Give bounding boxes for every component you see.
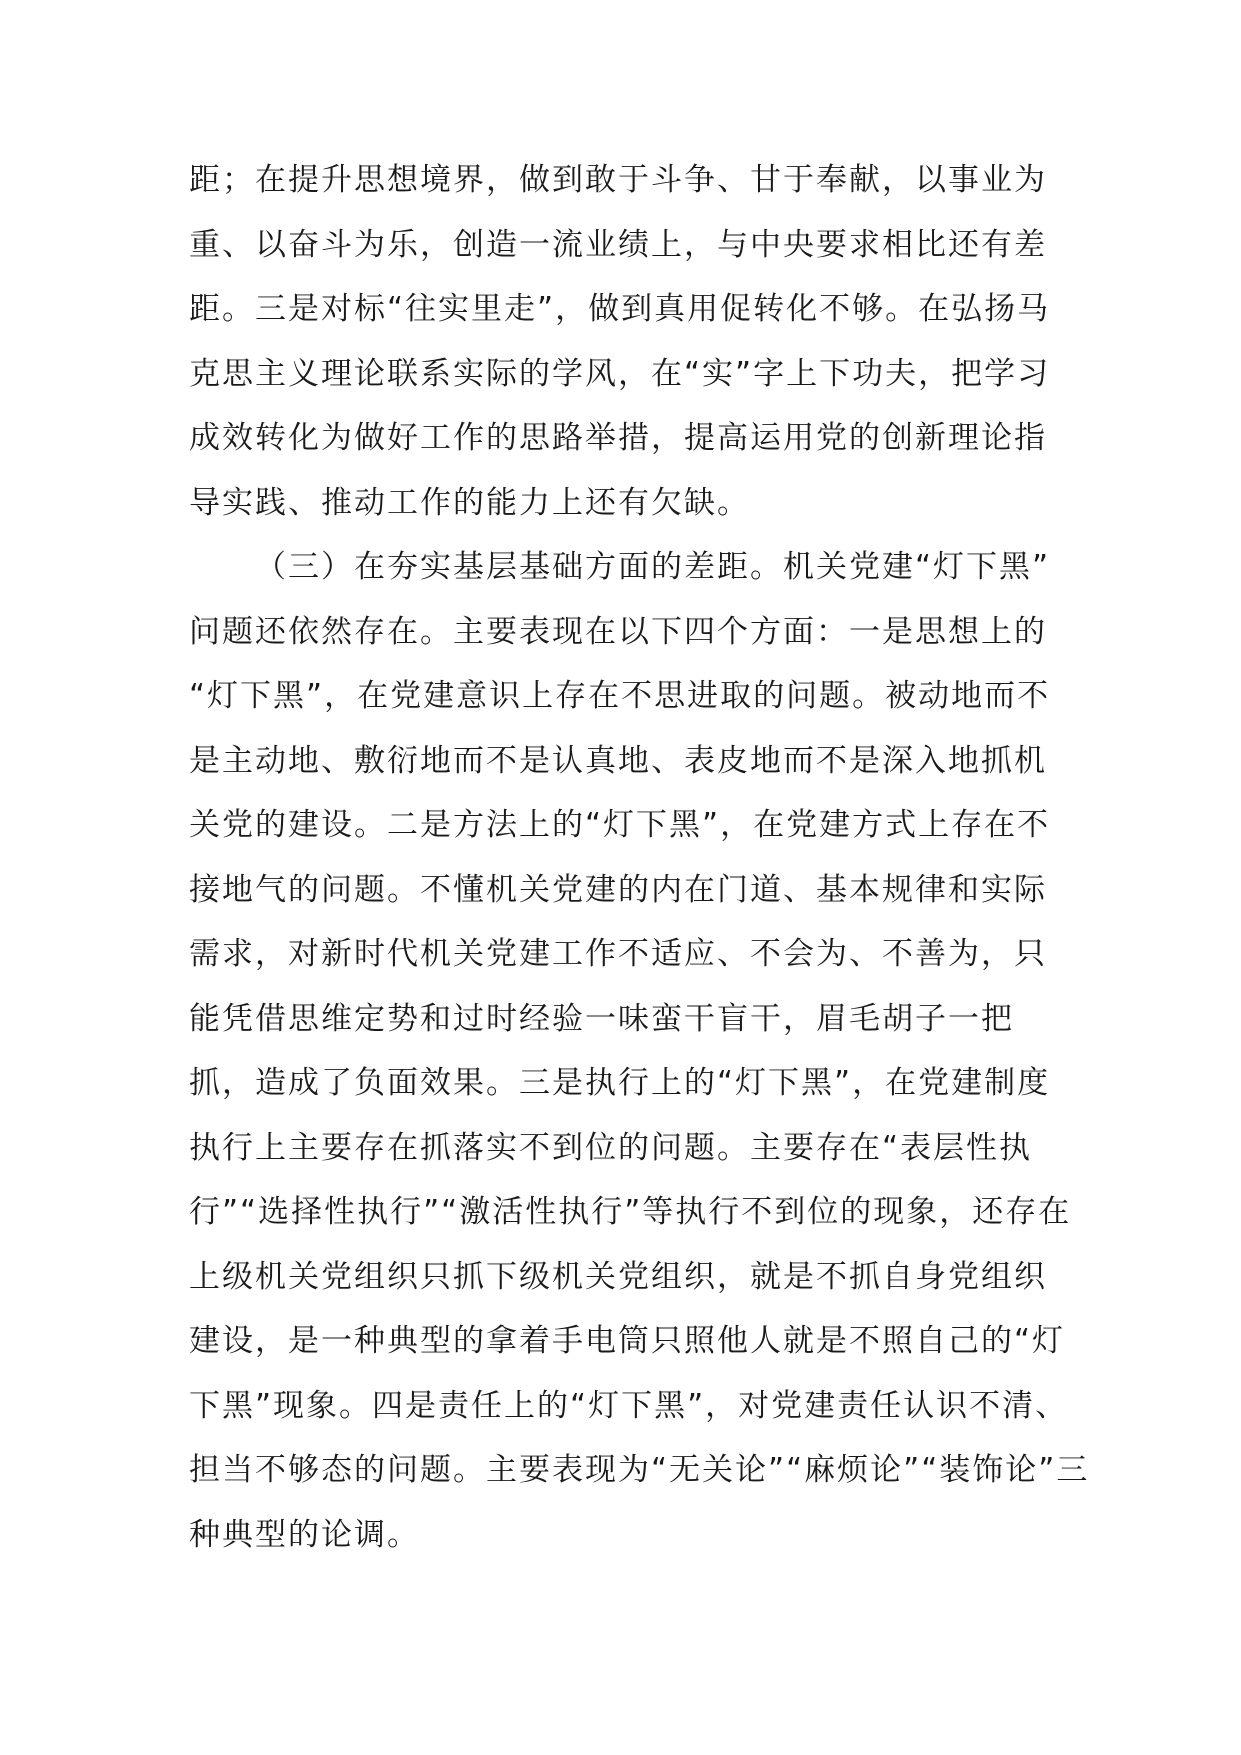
text-line: 下黑”现象。四是责任上的“灯下黑”，对党建责任认识不清、 (189, 1387, 1069, 1424)
text-line: 成效转化为做好工作的思路举措，提高运用党的创新理论指 (189, 420, 1047, 456)
text-line: 能凭借思维定势和过时经验一味蛮干盲干，眉毛胡子一把 (189, 1000, 1014, 1037)
text-line: 建设，是一种典型的拿着手电筒只照他人就是不照自己的“灯 (189, 1323, 1066, 1359)
text-line: 种典型的论调。 (189, 1516, 420, 1553)
text-line: 距。三是对标“往实里走”，做到真用促转化不够。在弘扬马 (189, 291, 1051, 327)
text-line: 是主动地、敷衍地而不是认真地、表皮地而不是深入地抓机 (189, 742, 1047, 779)
body-text (189, 148, 1090, 1567)
text-line: 关党的建设。二是方法上的“灯下黑”，在党建方式上存在不 (189, 807, 1051, 843)
text-line: 重、以奋斗为乐，创造一流业绩上，与中央要求相比还有差 (189, 226, 1047, 263)
text-line: 导实践、推动工作的能力上还有欠缺。 (189, 484, 750, 521)
text-line: 行”“选择性执行”“激活性执行”等执行不到位的现象，还存在 (189, 1194, 1072, 1230)
text-line: 问题还依然存在。主要表现在以下四个方面：一是思想上的 (189, 613, 1047, 650)
text-line: 担当不够态的问题。主要表现为“无关论”“麻烦论”“装饰论”三 (189, 1452, 1090, 1488)
text-line: 抓，造成了负面效果。三是执行上的“灯下黑”，在党建制度 (189, 1065, 1051, 1101)
text-line: 接地气的问题。不懂机关党建的内在门道、基本规律和实际 (189, 871, 1047, 908)
text-line: 克思主义理论联系实际的学风，在“实”字上下功夫，把学习 (189, 355, 1051, 392)
text-line: “灯下黑”，在党建意识上存在不思进取的问题。被动地而不 (189, 678, 1051, 714)
text-line: 距；在提升思想境界，做到敢于斗争、甘于奉献，以事业为 (189, 162, 1047, 198)
text-line: 需求，对新时代机关党建工作不适应、不会为、不善为，只 (189, 936, 1047, 972)
text-line: 执行上主要存在抓落实不到位的问题。主要存在“表层性执 (189, 1129, 1033, 1166)
section-heading-line: （三）在夯实基层基础方面的差距。机关党建“灯下黑” (255, 549, 1051, 585)
text-line: 上级机关党组织只抓下级机关党组织，就是不抓自身党组织 (189, 1258, 1047, 1295)
